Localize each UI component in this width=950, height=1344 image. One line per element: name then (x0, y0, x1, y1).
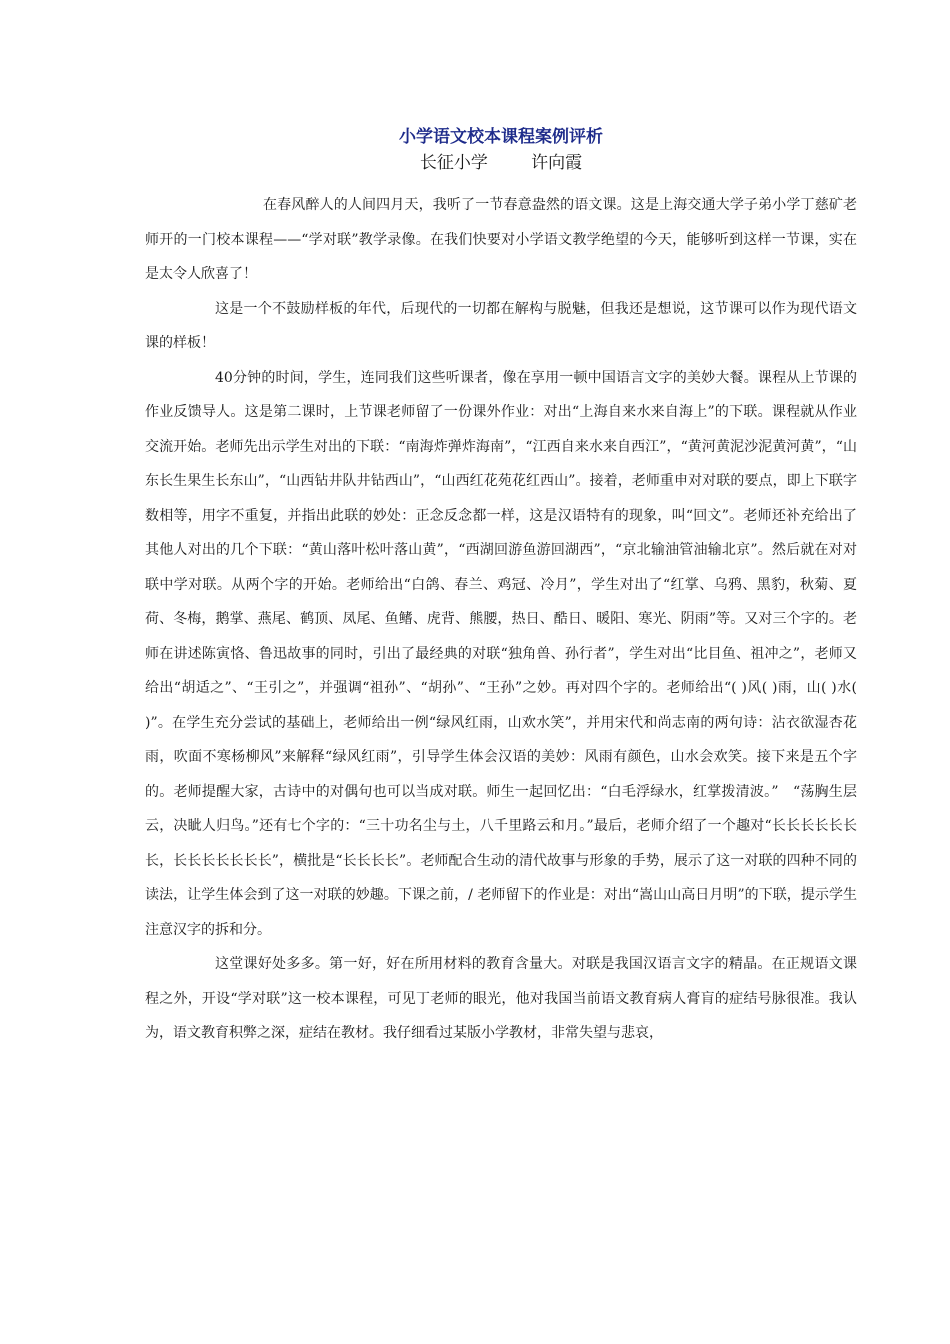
paragraph-1: 在春风醉人的人间四月天，我听了一节春意盎然的语文课。这是上海交通大学子弟小学丁慈矿老师开的一门校本课程——“学对联”教学录像。在我们快要对小学语文教学绝望的今天，能够听到这样一节课，实在是太令人欣喜了！ (145, 197, 857, 282)
paragraph-3: 40分钟的时间，学生，连同我们这些听课者，像在享用一顿中国语言文字的美妙大餐。课程从上节课的作业反馈导人。这是第二课时，上节课老师留了一份课外作业：对出“上海自来水来自海上”的下联。课程就从作业交流开始。老师先出示学生对出的下联：“南海炸弹炸海南”，“江西自来水来自西江”，“黄河黄泥沙泥黄河黄”，“山东长生果生长东山”，“山西钻井队井钻西山”，“山西红花苑花红西山”。接着，老师重申对对联的要点，即上下联字数相等，用字不重复，并指出此联的妙处：正念反念都一样，这是汉语特有的现象，叫“回文”。老师还补充给出了其他人对出的几个下联：“黄山落叶松叶落山黄”，“西湖回游鱼游回湖西”，“京北输油管油输北京”。然后就在对对联中学对联。从两个字的开始。老师给出“白鸽、春兰、鸡冠、冷月”，学生对出了“红掌、乌鸦、黑豹，秋菊、夏荷、冬梅，鹅掌、燕尾、鹤顶、凤尾、鱼鳍、虎背、熊腰，热日、酷日、暖阳、寒光、阴雨”等。又对三个字的。老师在讲述陈寅恪、鲁迅故事的同时，引出了最经典的对联“独角兽、孙行者”，学生对出“比目鱼、祖冲之”，老师又给出“胡适之”、“王引之”，并强调“祖孙”、“胡孙”、“王孙”之妙。再对四个字的。老师给出“( )风( )雨，山( )水( )”。在学生充分尝试的基础上，老师给出一例“绿风红雨，山欢水笑”，并用宋代和尚志南的两句诗：沾衣欲湿杏花雨，吹面不寒杨柳风”来解释“绿风红雨”，引导学生体会汉语的美妙：风雨有颜色，山水会欢笑。接下来是五个字的。老师提醒大家，古诗中的对偶句也可以当成对联。师生一起回忆出：“白毛浮绿水，红掌拨清波。” “荡胸生层云，决眦人归鸟。”还有七个字的：“三十功名尘与土，八千里路云和月。”最后，老师介绍了一个趣对“长长长长长长长，长长长长长长长”，横批是“长长长长”。老师配合生动的清代故事与形象的手势，展示了这一对联的四种不同的读法，让学生体会到了这一对联的妙趣。下课之前，/ 老师留下的作业是：对出“嵩山山高日月明”的下联，提示学生注意汉字的拆和分。 (145, 369, 857, 938)
document-title: 小学语文校本课程案例评析 (399, 127, 603, 147)
paragraph-2: 这是一个不鼓励样板的年代，后现代的一切都在解构与脱魅，但我还是想说，这节课可以作为现代语文课的样板！ (145, 300, 857, 351)
paragraph-4: 这堂课好处多多。第一好，好在所用材料的教育含量大。对联是我国汉语言文字的精晶。在正规语文课程之外，开设“学对联”这一校本课程，可见丁老师的眼光，他对我国当前语文教育病人膏肓的症结号脉很准。我认为，语文教育积弊之深，症结在教材。我仔细看过某版小学教材，非常失望与悲哀， (145, 956, 857, 1041)
document-byline: 长征小学 许向霞 (419, 153, 583, 173)
document-page (145, 124, 857, 1051)
